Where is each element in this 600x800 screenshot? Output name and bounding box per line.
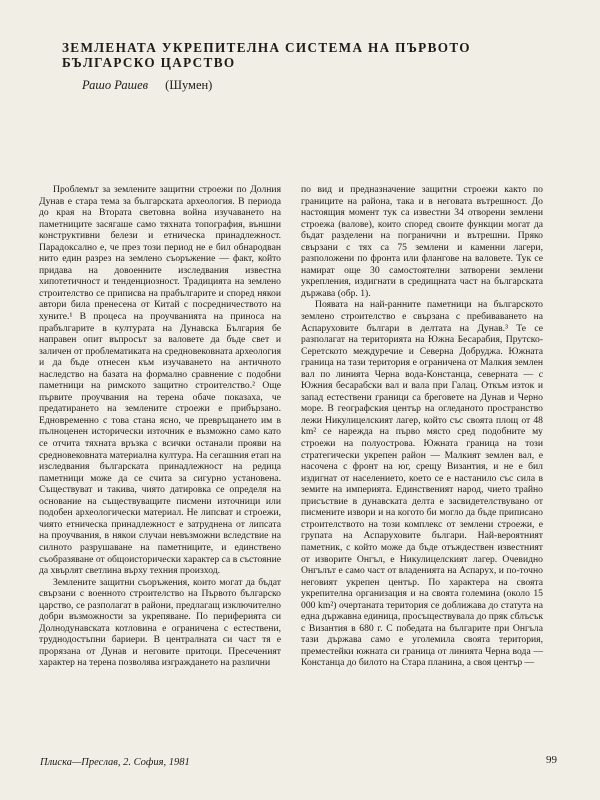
paragraph-continued: по вид и предназначение защитни строежи както по границите на района, така и в неговата вътрешност. До настоящия момент тук са известни 34 отворени землени строежа (валове), които според своите функции могат да бъдат разделени на погранични и вътрешни. Пряко свързани с тях са 75 землени и каменни лагери, разположени по фронта или флангове на валовете. Тук се намират още 30 самостоятелни затворени землени укрепления, издигнати в средищната част на българската държава (обр. 1). [301,184,543,299]
footer-citation: Плиска—Преслав, 2. София, 1981 [40,757,190,768]
author-name: Рашо Рашев [82,78,149,92]
paragraph: Проблемът за землените защитни строежи по Долния Дунав е стара тема за българската археология. В периода до края на Втората световна война изучаването на паметниците засягаше само тяхната топография, външни конструктивни белези и етническа принадлежност. Парадоксално е, че през този период не е бил обнародван нито един разрез на землено съоръжение — факт, който придава на довоенните изследвания известна хипотетичност и тенденциозност. Традицията на землено строителство се приписва на прабългарите и според някои автори била пренесена от Китай с посредничеството на хуните.¹ В процеса на проучванията на приноса на прабългарите в културата на Дунавска България бе направен опит въпросът за валовете да бъде свет и заличен от проблематиката на средновековната археология и да бъде отнесен към изучаването на античното наследство на базата на формално сравнение с подобни паметници на римското защитно строителство.² Още първите проучвания на терена обаче показаха, че предатирането на землените строежи е прибързано. Едновременно с това стана ясно, че превръщането им в пълноценен исторически източник е възможно само като се отчита тяхната връзка с всички останали прояви на средновековната материална култура. На сегашния етап на изследвания българската принадлежност на редица паметници може да се счита за сигурно установена. Съществуват и такива, чиято датировка се определя на основание на съществуващите писмени източници или подобен археологически материал. Не липсват и строежи, чиято етническа принадлежност е затруднена от липсата на проучвания, в някои случаи невъзможни вследствие на силното разрушаване на паметниците, и единствено съобразяване от общоисторически характер са в състояние да хвърлят светлина върху техния произход. [39,184,281,577]
author-byline [82,78,212,93]
paragraph: Появата на най-ранните паметници на българското землено строителство е свързана с пребиваването на Аспаруховите българи в делтата на Дунав.³ Те се разполагат на територията на Южна Бесарабия, Прутско-Серетското междуречие и Северна Добруджа. Южната граница на тази територия е ограничена от Малкия землен вал по линията Черна вода-Констанца, северната — с Южния бесарабски вал и вала при Галац. Откъм изток и запад естествени граници са бреговете на Дунав и Черно море. В географския център на огледаното пространство лежи Никулицелският лагер, който със своята площ от 48 km² се нарежда на първо място сред подобните му строежи на полуострова. Южната граница на този стратегически укрепен район — Малкият землен вал, е насочена с фронт на юг, срещу Византия, и не е бил издигнат от населението, което се е настанило със сила в земите на империята. Единственият народ, чието трайно присъствие в дунавската делта е засвидетелствувано от писмените извори и на когото би могло да бъде приписано строителството на този комплекс от землени строежи, е групата на Аспаруховите българи. Най-вероятният паметник, с който може да бъде отъждествен известният от изворите Онгъл, е Никулицелският лагер. Очевидно Онгълът е само част от владенията на Аспарух, и по-точно неговият укрепен център. По характера на своята укрепителна организация и на своята големина (около 15 000 km²) очертаната територия се доближава до статута на една държавна единица, просъществувала до пряк сблъсък с Византия в 680 г. С победата на българите при Онгъла тази държава само е уголемила своята територия, преместейки южната си граница от линията Черна вода — Констанца до билото на Стара планина, а своя център — [301,299,543,669]
paragraph: Землените защитни съоръжения, които могат да бъдат свързани с военното строителство на Първото българско царство, се разполагат в райони, предлагащ изключително добри възможности за укрепяване. По периферията си Долнодунавската котловина е ограничена с естествени, труднодостъпни бариери. В централната си част тя е прорязана от Дунав и неговите притоци. Пресеченият характер на терена позволява изграждането на различни [39,576,281,669]
page-number: 99 [546,754,557,766]
text-column-right [301,184,543,669]
text-column-left [39,184,281,669]
article-title-line-2: БЪЛГАРСКО ЦАРСТВО [62,55,236,70]
author-city: (Шумен) [165,78,213,92]
article-title [62,40,532,70]
article-title-line-1: ЗЕМЛЕНАТА УКРЕПИТЕЛНА СИСТЕМА НА ПЪРВОТО [62,40,471,55]
